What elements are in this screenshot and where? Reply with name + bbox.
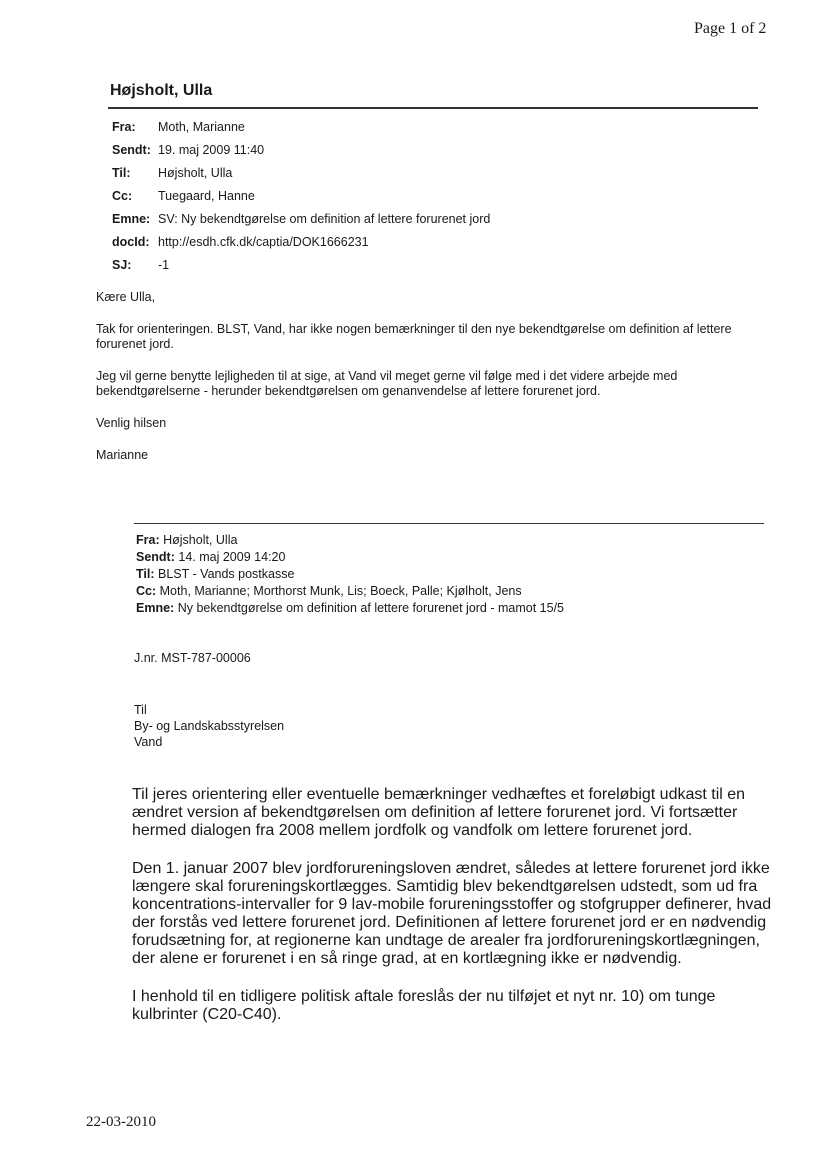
greeting: Kære Ulla, — [96, 290, 156, 304]
header-key: Til: — [136, 567, 155, 581]
quoted-header-row-from — [136, 532, 564, 549]
header-row-sent — [112, 143, 490, 166]
quoted-header-row-subject — [136, 600, 564, 617]
body-paragraph: Den 1. januar 2007 blev jordforureningsloven ændret, således at lettere forurenet jord ikke længere skal forureningskortlægges. Samtidig blev bekendtgørelsen udstedt, som ud fra koncentrations-intervaller for 9 lav-mobile forureningsstoffer og stofgrupper definerer, hvad der forstås ved lettere forurenet jord. Definitionen af lettere forurenet jord er en nødvendig forudsætning for, at regionerne kan undtage de arealer fra jordforureningskortlægningen, der alene er forurenet i en så ringe grad, at en kortlægning ikke er nødvendig. — [132, 860, 772, 967]
body-paragraph: I henhold til en tidligere politisk aftale foreslås der nu tilføjet et nyt nr. 10) om tunge kulbrinter (C20-C40). — [132, 988, 716, 1023]
address-line: Vand — [134, 735, 163, 749]
header-key: Til: — [112, 166, 131, 180]
signature: Marianne — [96, 448, 149, 462]
header-value: 19. maj 2009 11:40 — [158, 143, 265, 157]
recipient-address — [134, 702, 284, 750]
header-key: SJ: — [112, 258, 132, 272]
header-row-docid — [112, 235, 490, 258]
quoted-body — [132, 786, 772, 1044]
quoted-email-header — [136, 532, 564, 617]
header-row-to — [112, 166, 490, 189]
header-key: Fra: — [136, 533, 160, 547]
header-value: Højsholt, Ulla — [158, 166, 233, 180]
body-paragraph: Jeg vil gerne benytte lejligheden til at sige, at Vand vil meget gerne vil følge med i det videre arbejde med bekendtgørelserne - herunder bekendtgørelsen om genanvendelse af lettere forurenet jord. — [96, 369, 678, 398]
quoted-header-row-to — [136, 566, 564, 583]
journal-number: J.nr. MST-787-00006 — [134, 651, 251, 665]
header-value: Moth, Marianne — [158, 120, 245, 134]
email-header-table — [112, 120, 490, 281]
header-value: -1 — [158, 258, 170, 272]
address-line: By- og Landskabsstyrelsen — [134, 719, 285, 733]
header-key: Sendt: — [112, 143, 151, 157]
header-value: Højsholt, Ulla — [163, 533, 238, 547]
print-date: 22-03-2010 — [86, 1114, 156, 1130]
page-number: Page 1 of 2 — [694, 20, 767, 37]
closing: Venlig hilsen — [96, 416, 167, 430]
header-row-cc — [112, 189, 490, 212]
header-value: 14. maj 2009 14:20 — [178, 550, 286, 564]
header-row-sj — [112, 258, 490, 281]
header-value: Tuegaard, Hanne — [158, 189, 255, 203]
header-key: Emne: — [112, 212, 151, 226]
sender-name: Højsholt, Ulla — [110, 82, 213, 99]
header-key: docId: — [112, 235, 150, 249]
header-value: http://esdh.cfk.dk/captia/DOK1666231 — [158, 235, 369, 249]
quoted-divider — [134, 523, 764, 524]
reply-body — [96, 290, 766, 480]
quoted-header-row-cc — [136, 583, 564, 600]
body-paragraph: Tak for orienteringen. BLST, Vand, har ikke nogen bemærkninger til den nye bekendtgørelse om definition af lettere forurenet jord. — [96, 322, 732, 351]
header-key: Fra: — [112, 120, 136, 134]
header-value: BLST - Vands postkasse — [158, 567, 295, 581]
quoted-header-row-sent — [136, 549, 564, 566]
header-row-subject — [112, 212, 490, 235]
header-key: Sendt: — [136, 550, 175, 564]
header-row-from — [112, 120, 490, 143]
header-key: Cc: — [136, 584, 157, 598]
header-value: SV: Ny bekendtgørelse om definition af lettere forurenet jord — [158, 212, 491, 226]
header-value: Ny bekendtgørelse om definition af lettere forurenet jord - mamot 15/5 — [177, 601, 564, 615]
header-key: Cc: — [112, 189, 133, 203]
address-line: Til — [134, 703, 147, 717]
header-key: Emne: — [136, 601, 175, 615]
header-value: Moth, Marianne; Morthorst Munk, Lis; Boeck, Palle; Kjølholt, Jens — [159, 584, 522, 598]
header-divider — [108, 107, 758, 109]
body-paragraph: Til jeres orientering eller eventuelle bemærkninger vedhæftes et foreløbigt udkast til en ændret version af bekendtgørelsen om definition af lettere forurenet jord. Vi fortsætter hermed dialogen fra 2008 mellem jordfolk og vandfolk om lettere forurenet jord. — [132, 786, 746, 839]
